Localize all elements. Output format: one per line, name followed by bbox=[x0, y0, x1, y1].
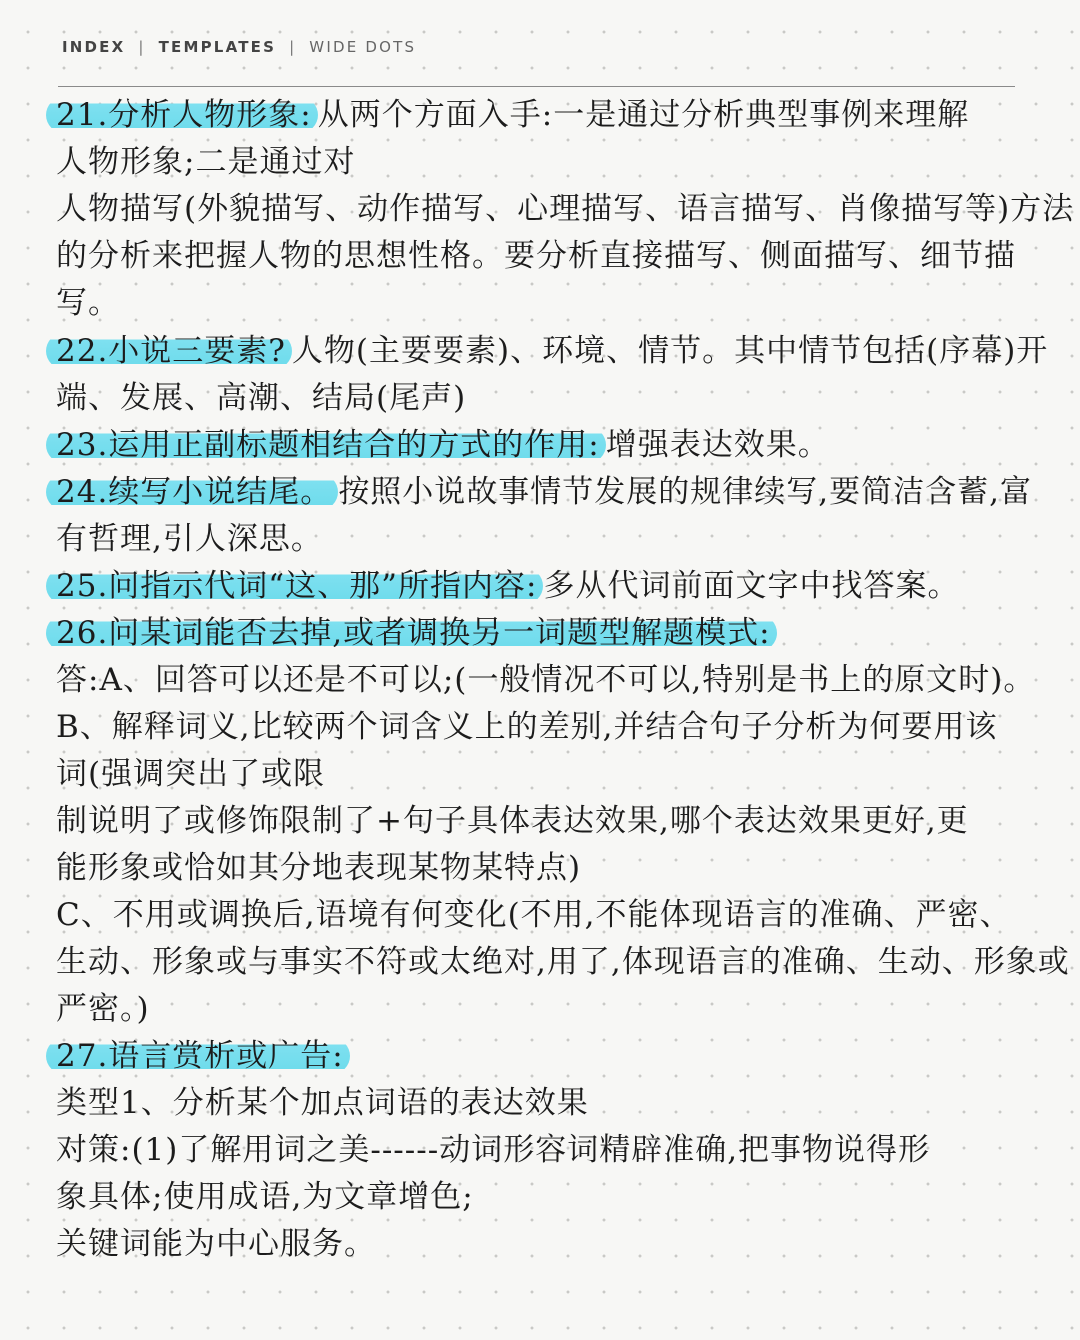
note-line bbox=[56, 186, 1075, 233]
note-text: 人物形象;二是通过对 bbox=[56, 144, 356, 180]
note-text: 按照小说故事情节发展的规律续写,要简洁含蓄,富 bbox=[338, 474, 1033, 510]
note-line bbox=[56, 563, 1018, 610]
highlighted-heading: 27.语言赏析或广告: bbox=[46, 1038, 350, 1074]
highlighted-heading: 21.分析人物形象: bbox=[46, 97, 318, 133]
note-text: 写。 bbox=[56, 285, 120, 321]
note-text: 有哲理,引人深思。 bbox=[56, 521, 323, 557]
note-text: 关键词能为中心服务。 bbox=[56, 1226, 376, 1262]
breadcrumb-separator: | bbox=[138, 38, 146, 56]
note-line bbox=[56, 328, 1049, 375]
note-line bbox=[56, 892, 1018, 939]
note-line bbox=[56, 233, 1018, 280]
notes-content bbox=[56, 92, 1075, 1268]
note-line bbox=[56, 375, 1018, 422]
note-text: 制说明了或修饰限制了+句子具体表达效果,哪个表达效果更好,更 bbox=[56, 803, 969, 839]
note-text: 多从代词前面文字中找答案。 bbox=[543, 568, 960, 604]
note-line bbox=[56, 939, 1070, 986]
note-text: 增强表达效果。 bbox=[605, 427, 830, 463]
highlighted-heading: 26.问某词能否去掉,或者调换另一词题型解题模式: bbox=[46, 615, 777, 651]
note-line bbox=[56, 751, 1018, 798]
note-text: 严密。) bbox=[56, 991, 150, 1027]
note-line bbox=[56, 469, 1033, 516]
note-line bbox=[56, 280, 1018, 327]
breadcrumb-separator: | bbox=[289, 38, 297, 56]
note-line bbox=[56, 422, 1018, 469]
note-text: 的分析来把握人物的思想性格。要分析直接描写、侧面描写、细节描 bbox=[56, 238, 1016, 274]
note-line bbox=[56, 139, 1018, 186]
note-line bbox=[56, 1174, 1018, 1221]
breadcrumb-templates[interactable]: TEMPLATES bbox=[158, 38, 277, 56]
note-text: 答:A、回答可以还是不可以;(一般情况不可以,特别是书上的原文时)。 bbox=[56, 662, 1036, 698]
note-line bbox=[56, 1127, 1018, 1174]
note-line bbox=[56, 610, 1018, 657]
note-line bbox=[56, 657, 1036, 704]
note-text: C、不用或调换后,语境有何变化(不用,不能体现语言的准确、严密、 bbox=[56, 897, 1012, 933]
note-text: 生动、形象或与事实不符或太绝对,用了,体现语言的准确、生动、形象或 bbox=[56, 944, 1070, 980]
note-line bbox=[56, 845, 1018, 892]
note-text: 能形象或恰如其分地表现某物某特点) bbox=[56, 850, 582, 886]
highlighted-heading: 23.运用正副标题相结合的方式的作用: bbox=[46, 427, 606, 463]
breadcrumb-index[interactable]: INDEX bbox=[62, 38, 126, 56]
note-line bbox=[56, 1221, 1018, 1268]
note-line bbox=[56, 92, 1018, 139]
note-line bbox=[56, 986, 1018, 1033]
note-text: B、解释词义,比较两个词含义上的差别,并结合句子分析为何要用该 bbox=[56, 709, 998, 745]
note-line bbox=[56, 1033, 1018, 1080]
note-text: 象具体;使用成语,为文章增色; bbox=[56, 1179, 474, 1215]
note-text: 从两个方面入手:一是通过分析典型事例来理解 bbox=[317, 97, 970, 133]
note-line bbox=[56, 1080, 1018, 1127]
note-line bbox=[56, 798, 1018, 845]
header-divider bbox=[58, 86, 1015, 87]
breadcrumb-current-page: WIDE DOTS bbox=[309, 38, 417, 56]
note-text: 对策:(1)了解用词之美------动词形容词精辟准确,把事物说得形 bbox=[56, 1132, 931, 1168]
note-text: 人物(主要要素)、环境、情节。其中情节包括(序幕)开 bbox=[291, 333, 1049, 369]
note-text: 人物描写(外貌描写、动作描写、心理描写、语言描写、肖像描写等)方法 bbox=[56, 191, 1075, 227]
note-line bbox=[56, 704, 1018, 751]
breadcrumb bbox=[62, 38, 416, 56]
note-text: 端、发展、高潮、结局(尾声) bbox=[56, 380, 467, 416]
highlighted-heading: 25.问指示代词“这、那”所指内容: bbox=[46, 568, 543, 604]
highlighted-heading: 22.小说三要素? bbox=[46, 333, 292, 369]
note-text: 词(强调突出了或限 bbox=[56, 756, 326, 792]
note-text: 类型1、分析某个加点词语的表达效果 bbox=[56, 1085, 589, 1121]
note-line bbox=[56, 516, 1018, 563]
highlighted-heading: 24.续写小说结尾。 bbox=[46, 474, 338, 510]
